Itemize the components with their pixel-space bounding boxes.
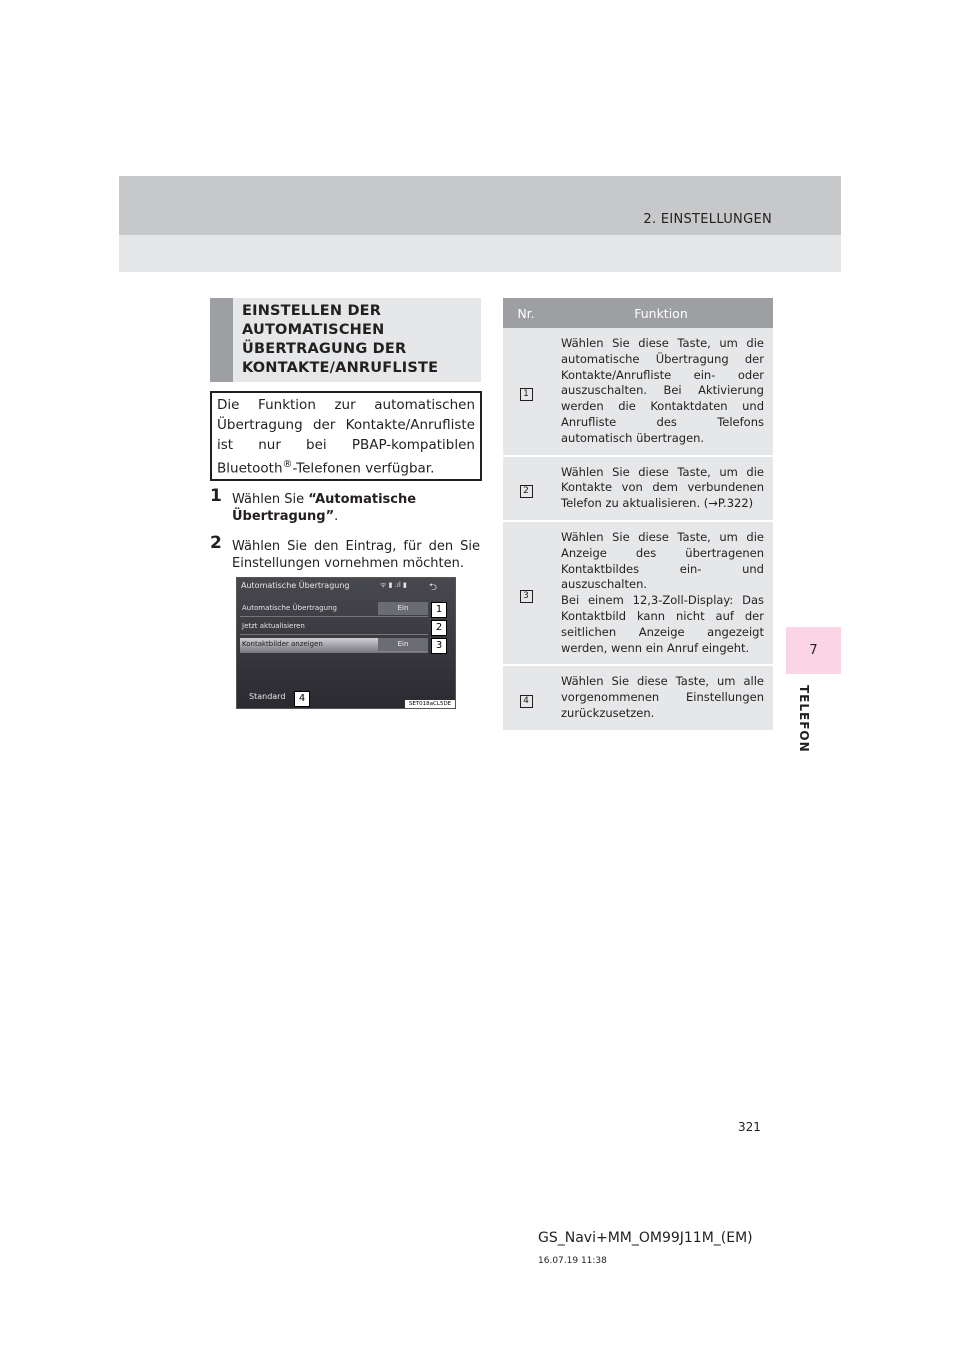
screen-row-auto-transfer[interactable] xyxy=(240,602,428,617)
screen-row-update-now[interactable] xyxy=(240,620,428,635)
topic-title-line: KONTAKTE/ANRUFLISTE xyxy=(242,360,439,376)
topic-title-line: EINSTELLEN DER xyxy=(242,303,382,319)
row-text: Wählen Sie diese Taste, um die Kontakte von dem verbundenen Telefon zu aktualisieren. (→P.322) xyxy=(549,456,773,521)
chapter-label: TELEFON xyxy=(797,685,811,753)
chapter-number: 7 xyxy=(809,643,818,658)
screen-row-value: Ein xyxy=(378,602,428,615)
document-id: GS_Navi+MM_OM99J11M_(EM) xyxy=(538,1230,753,1246)
step-text xyxy=(232,491,480,525)
step-1 xyxy=(210,486,480,525)
figure-code: SET018aCL5DE xyxy=(405,700,455,708)
step-number: 1 xyxy=(210,486,222,506)
status-icons: ᯤ ▮ .ıl ▮ xyxy=(380,581,407,589)
screen-row-value: Ein xyxy=(378,638,428,651)
table-row xyxy=(503,665,773,730)
topic-title xyxy=(242,302,438,378)
screen-row-label: Kontaktbilder anzeigen xyxy=(242,640,323,648)
row-number-cell xyxy=(503,456,549,521)
function-table xyxy=(503,298,773,732)
row-number: 1 xyxy=(520,388,533,401)
topic-heading xyxy=(210,298,481,382)
table-row xyxy=(503,328,773,456)
topic-bar xyxy=(210,298,233,382)
row-number: 2 xyxy=(520,485,533,498)
topic-title-line: ÜBERTRAGUNG DER xyxy=(242,341,407,357)
row-text: Wählen Sie diese Taste, um alle vorgenommenen Einstellungen zurückzusetzen. xyxy=(549,665,773,730)
screen-row-contact-pictures[interactable] xyxy=(240,638,428,653)
note-text-end: -Telefonen verfügbar. xyxy=(292,460,435,477)
row-number: 4 xyxy=(520,695,533,708)
chapter-tab xyxy=(786,627,841,674)
step-number: 2 xyxy=(210,533,222,553)
step-2 xyxy=(210,533,480,572)
header-nr: Nr. xyxy=(503,298,549,328)
row-number-cell xyxy=(503,665,549,730)
screen-figure xyxy=(236,577,456,709)
note-box xyxy=(210,391,482,481)
timestamp: 16.07.19 11:38 xyxy=(538,1256,607,1266)
row-text: Wählen Sie diese Taste, um die automatische Übertragung der Kontakte/Anrufliste ein- oder auszuschalten. Bei Aktivierung werden die Kontaktdaten und Anrufliste des Telefons automatisch übertragen. xyxy=(549,328,773,456)
callout-2: 2 xyxy=(431,620,447,636)
page-number: 321 xyxy=(738,1120,761,1134)
row-number: 3 xyxy=(520,590,533,603)
callout-3: 3 xyxy=(431,638,447,654)
standard-button[interactable]: Standard xyxy=(249,692,286,701)
note-text: Die Funktion zur automatischen Übertragung der Kontakte/Anrufliste ist nur bei PBAP-kompatiblen Bluetooth xyxy=(217,397,475,477)
step-text-prefix: Wählen Sie xyxy=(232,492,309,507)
topic-title-line: AUTOMATISCHEN xyxy=(242,322,385,338)
table-row xyxy=(503,456,773,521)
registered-mark: ® xyxy=(282,459,293,470)
screen-title: Automatische Übertragung xyxy=(241,581,350,590)
callout-1: 1 xyxy=(431,602,447,618)
step-text-suffix: . xyxy=(334,509,339,524)
step-text: Wählen Sie den Eintrag, für den Sie Einstellungen vornehmen möchten. xyxy=(232,539,480,571)
screen-row-label: Jetzt aktualisieren xyxy=(242,622,305,630)
row-text: Wählen Sie diese Taste, um die Anzeige des übertragenen Kontaktbildes ein- und auszuschalten. Bei einem 12,3-Zoll-Display: Das Kontaktbild kann nicht auf der seitlichen Anzeige angezeigt werden, wenn ein Anruf eingeht. xyxy=(549,521,773,665)
header-function: Funktion xyxy=(549,298,773,328)
section-title: 2. EINSTELLUNGEN xyxy=(643,212,772,227)
step-text-bold: “Automatische Übertragung” xyxy=(232,492,417,524)
row-number-cell xyxy=(503,521,549,665)
table-header xyxy=(503,298,773,328)
back-icon[interactable]: ⮌ xyxy=(429,582,438,593)
screen-row-label: Automatische Übertragung xyxy=(242,604,337,612)
callout-4: 4 xyxy=(294,691,310,707)
table-row xyxy=(503,521,773,665)
row-number-cell xyxy=(503,328,549,456)
